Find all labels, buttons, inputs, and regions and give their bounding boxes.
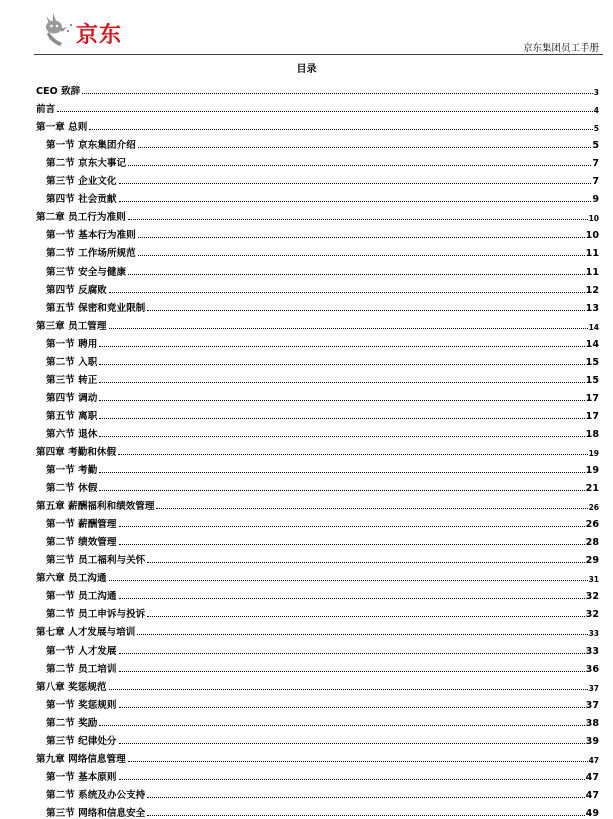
- dot-leader: [99, 472, 584, 473]
- toc-entry-page: 15: [585, 356, 599, 368]
- toc-chapter-entry[interactable]: [36, 314, 599, 332]
- toc-entry-label: 第五章 薪酬福利和绩效管理: [36, 501, 155, 513]
- dot-leader: [119, 201, 592, 202]
- toc-entry-label: 第三节 纪律处分: [46, 735, 117, 747]
- toc-section-entry[interactable]: [36, 386, 599, 404]
- logo-text: 京东: [76, 23, 123, 48]
- toc-entry-page: 33: [588, 629, 599, 639]
- toc-section-entry[interactable]: [36, 133, 599, 151]
- toc-entry-label: 第九章 网络信息管理: [36, 753, 126, 765]
- toc-entry-label: 第四节 社会贡献: [46, 194, 117, 206]
- dot-leader: [128, 274, 585, 275]
- toc-entry-label: 第五节 保密和竞业限制: [46, 302, 146, 314]
- toc-section-entry[interactable]: [36, 278, 599, 296]
- toc-section-entry[interactable]: [36, 548, 599, 566]
- toc-entry-page: 7: [592, 158, 599, 170]
- toc-entry-label: 第二节 休假: [46, 483, 98, 495]
- toc-chapter-entry[interactable]: [36, 620, 599, 638]
- toc-entry-page: 26: [588, 503, 599, 513]
- toc-section-entry[interactable]: [36, 241, 599, 259]
- toc-section-entry[interactable]: [36, 638, 599, 656]
- toc-entry-page: 29: [585, 555, 599, 567]
- toc-entry-page: 10: [588, 214, 599, 224]
- toc-entry-label: 第一节 员工沟通: [46, 591, 117, 603]
- header-divider: [34, 54, 603, 55]
- toc-section-entry[interactable]: [36, 350, 599, 368]
- toc-entry-page: 5: [592, 140, 599, 152]
- dot-leader: [109, 580, 588, 581]
- toc-entry-page: 15: [585, 374, 599, 386]
- dot-leader: [119, 526, 585, 527]
- dot-leader: [119, 183, 592, 184]
- dot-leader: [137, 634, 587, 635]
- toc-entry-page: 28: [585, 537, 599, 549]
- toc-entry-label: 第二节 绩效管理: [46, 537, 117, 549]
- toc-chapter-entry[interactable]: [36, 79, 599, 97]
- dot-leader: [147, 562, 584, 563]
- toc-entry-page: 47: [585, 789, 599, 801]
- toc-entry-page: 36: [585, 663, 599, 675]
- toc-entry-label: 第一节 人才发展: [46, 645, 117, 657]
- dot-leader: [99, 725, 584, 726]
- toc-entry-label: 第三节 企业文化: [46, 176, 117, 188]
- toc-section-entry[interactable]: [36, 729, 599, 747]
- toc-entry-label: 第三节 安全与健康: [46, 266, 127, 278]
- toc-entry-label: 第七章 人才发展与培训: [36, 627, 136, 639]
- toc-chapter-entry[interactable]: [36, 115, 599, 133]
- dot-leader: [99, 418, 584, 419]
- toc-entry-label: 第一节 考勤: [46, 465, 98, 477]
- toc-entry-page: 14: [588, 322, 599, 332]
- dot-leader: [99, 346, 584, 347]
- toc-entry-label: 第二节 员工培训: [46, 663, 117, 675]
- page-header: [0, 0, 613, 56]
- dot-leader: [99, 364, 584, 365]
- toc-entry-label: 第二节 奖励: [46, 717, 98, 729]
- dot-leader: [147, 797, 584, 798]
- toc-entry-label: 第六章 员工沟通: [36, 573, 107, 585]
- toc-entry-page: 17: [585, 392, 599, 404]
- toc-entry-page: 19: [588, 448, 599, 458]
- toc-entry-page: 5: [593, 124, 599, 134]
- toc-section-entry[interactable]: [36, 584, 599, 602]
- toc-section-entry[interactable]: [36, 530, 599, 548]
- toc-entry-label: 第二节 系统及办公支持: [46, 789, 146, 801]
- toc-entry-page: 39: [585, 735, 599, 747]
- toc-section-entry[interactable]: [36, 223, 599, 241]
- toc-entry-label: 第一章 总则: [36, 122, 88, 134]
- toc-section-entry[interactable]: [36, 765, 599, 783]
- toc-section-entry[interactable]: [36, 332, 599, 350]
- toc-chapter-entry[interactable]: [36, 97, 599, 115]
- toc-entry-page: 47: [588, 755, 599, 765]
- toc-chapter-entry[interactable]: [36, 566, 599, 584]
- toc-chapter-entry[interactable]: [36, 494, 599, 512]
- toc-entry-page: 9: [592, 194, 599, 206]
- toc-entry-label: 第四节 反腐败: [46, 284, 107, 296]
- toc-entry-label: 第四章 考勤和休假: [36, 446, 117, 458]
- dot-leader: [119, 707, 585, 708]
- toc-entry-label: 第八章 奖惩规范: [36, 681, 107, 693]
- toc-section-entry[interactable]: [36, 458, 599, 476]
- toc-section-entry[interactable]: [36, 783, 599, 801]
- toc-entry-page: 37: [588, 683, 599, 693]
- dot-leader: [147, 815, 584, 816]
- toc-entry-page: 11: [585, 266, 599, 278]
- toc-entry-label: 第三节 员工福利与关怀: [46, 555, 146, 567]
- toc-section-entry[interactable]: [36, 801, 599, 819]
- toc-entry-page: 17: [585, 410, 599, 422]
- toc-entry-label: 第六节 退休: [46, 428, 98, 440]
- toc-entry-label: 第一节 薪酬管理: [46, 519, 117, 531]
- toc-entry-label: 第一节 京东集团介绍: [46, 140, 136, 152]
- toc-chapter-entry[interactable]: [36, 747, 599, 765]
- dot-leader: [99, 382, 584, 383]
- toc-entry-page: 10: [585, 230, 599, 242]
- dot-leader: [119, 671, 585, 672]
- toc-entry-label: 第二节 入职: [46, 356, 98, 368]
- toc-section-entry[interactable]: [36, 169, 599, 187]
- toc-section-entry[interactable]: [36, 512, 599, 530]
- toc-entry-page: 31: [588, 575, 599, 585]
- toc-entry-page: 21: [585, 483, 599, 495]
- toc-entry-label: 第四节 调动: [46, 392, 98, 404]
- toc-entry-page: 26: [585, 519, 599, 531]
- toc-entry-label: 第五节 离职: [46, 410, 98, 422]
- dot-leader: [119, 779, 585, 780]
- toc-entry-page: 37: [585, 699, 599, 711]
- dot-leader: [128, 165, 591, 166]
- dot-leader: [156, 508, 587, 509]
- table-of-contents: [36, 79, 599, 819]
- toc-entry-page: 49: [585, 807, 599, 819]
- dot-leader: [57, 111, 593, 112]
- toc-section-entry[interactable]: [36, 187, 599, 205]
- toc-entry-page: 19: [585, 465, 599, 477]
- toc-entry-label: 第一节 基本行为准则: [46, 230, 136, 242]
- toc-section-entry[interactable]: [36, 296, 599, 314]
- toc-entry-page: 4: [593, 106, 599, 116]
- dot-leader: [119, 544, 585, 545]
- dot-leader: [147, 616, 584, 617]
- toc-entry-label: 第三节 网络和信息安全: [46, 807, 146, 819]
- toc-entry-label: 第一节 奖惩规则: [46, 699, 117, 711]
- toc-entry-page: 38: [585, 717, 599, 729]
- document-title: 京东集团员工手册: [522, 43, 599, 54]
- toc-entry-label: 第二章 员工行为准则: [36, 212, 126, 224]
- toc-section-entry[interactable]: [36, 476, 599, 494]
- dot-leader: [118, 454, 587, 455]
- dot-leader: [128, 219, 588, 220]
- jd-mascot-icon: [40, 10, 76, 46]
- dot-leader: [119, 743, 585, 744]
- dot-leader: [109, 292, 585, 293]
- dot-leader: [99, 400, 584, 401]
- toc-entry-page: 14: [585, 338, 599, 350]
- toc-entry-label: 第一节 基本原则: [46, 771, 117, 783]
- dot-leader: [109, 689, 588, 690]
- toc-section-entry[interactable]: [36, 368, 599, 386]
- toc-entry-label: 第二节 员工申诉与投诉: [46, 609, 146, 621]
- toc-entry-page: 33: [585, 645, 599, 657]
- dot-leader: [82, 93, 593, 94]
- toc-section-entry[interactable]: [36, 711, 599, 729]
- dot-leader: [99, 490, 584, 491]
- toc-entry-page: 7: [592, 176, 599, 188]
- toc-entry-label: 第一节 聘用: [46, 338, 98, 350]
- toc-entry-page: 13: [585, 302, 599, 314]
- toc-section-entry[interactable]: [36, 422, 599, 440]
- dot-leader: [147, 310, 584, 311]
- toc-title: 目录: [296, 64, 317, 75]
- toc-chapter-entry[interactable]: [36, 440, 599, 458]
- toc-entry-label: 前言: [36, 104, 56, 116]
- toc-section-entry[interactable]: [36, 657, 599, 675]
- toc-section-entry[interactable]: [36, 259, 599, 277]
- toc-entry-page: 3: [593, 88, 599, 98]
- toc-section-entry[interactable]: [36, 404, 599, 422]
- toc-chapter-entry[interactable]: [36, 205, 599, 223]
- dot-leader: [138, 255, 585, 256]
- toc-entry-page: 11: [585, 248, 599, 260]
- toc-entry-page: 32: [585, 609, 599, 621]
- toc-entry-page: 18: [585, 428, 599, 440]
- toc-entry-page: 12: [585, 284, 599, 296]
- toc-section-entry[interactable]: [36, 151, 599, 169]
- toc-entry-label: 第二节 京东大事记: [46, 158, 127, 170]
- toc-entry-page: 32: [585, 591, 599, 603]
- dot-leader: [109, 328, 588, 329]
- dot-leader: [128, 761, 588, 762]
- dot-leader: [99, 436, 584, 437]
- toc-entry-label: 第二节 工作场所规范: [46, 248, 136, 260]
- toc-entry-label: 第三节 转正: [46, 374, 98, 386]
- toc-section-entry[interactable]: [36, 693, 599, 711]
- toc-section-entry[interactable]: [36, 602, 599, 620]
- dot-leader: [119, 653, 585, 654]
- toc-entry-label: 第三章 员工管理: [36, 320, 107, 332]
- toc-entry-page: 47: [585, 771, 599, 783]
- toc-entry-label: CEO 致辞: [36, 86, 81, 98]
- dot-leader: [119, 598, 585, 599]
- dot-leader: [138, 237, 585, 238]
- dot-leader: [138, 147, 592, 148]
- toc-chapter-entry[interactable]: [36, 675, 599, 693]
- dot-leader: [89, 129, 592, 130]
